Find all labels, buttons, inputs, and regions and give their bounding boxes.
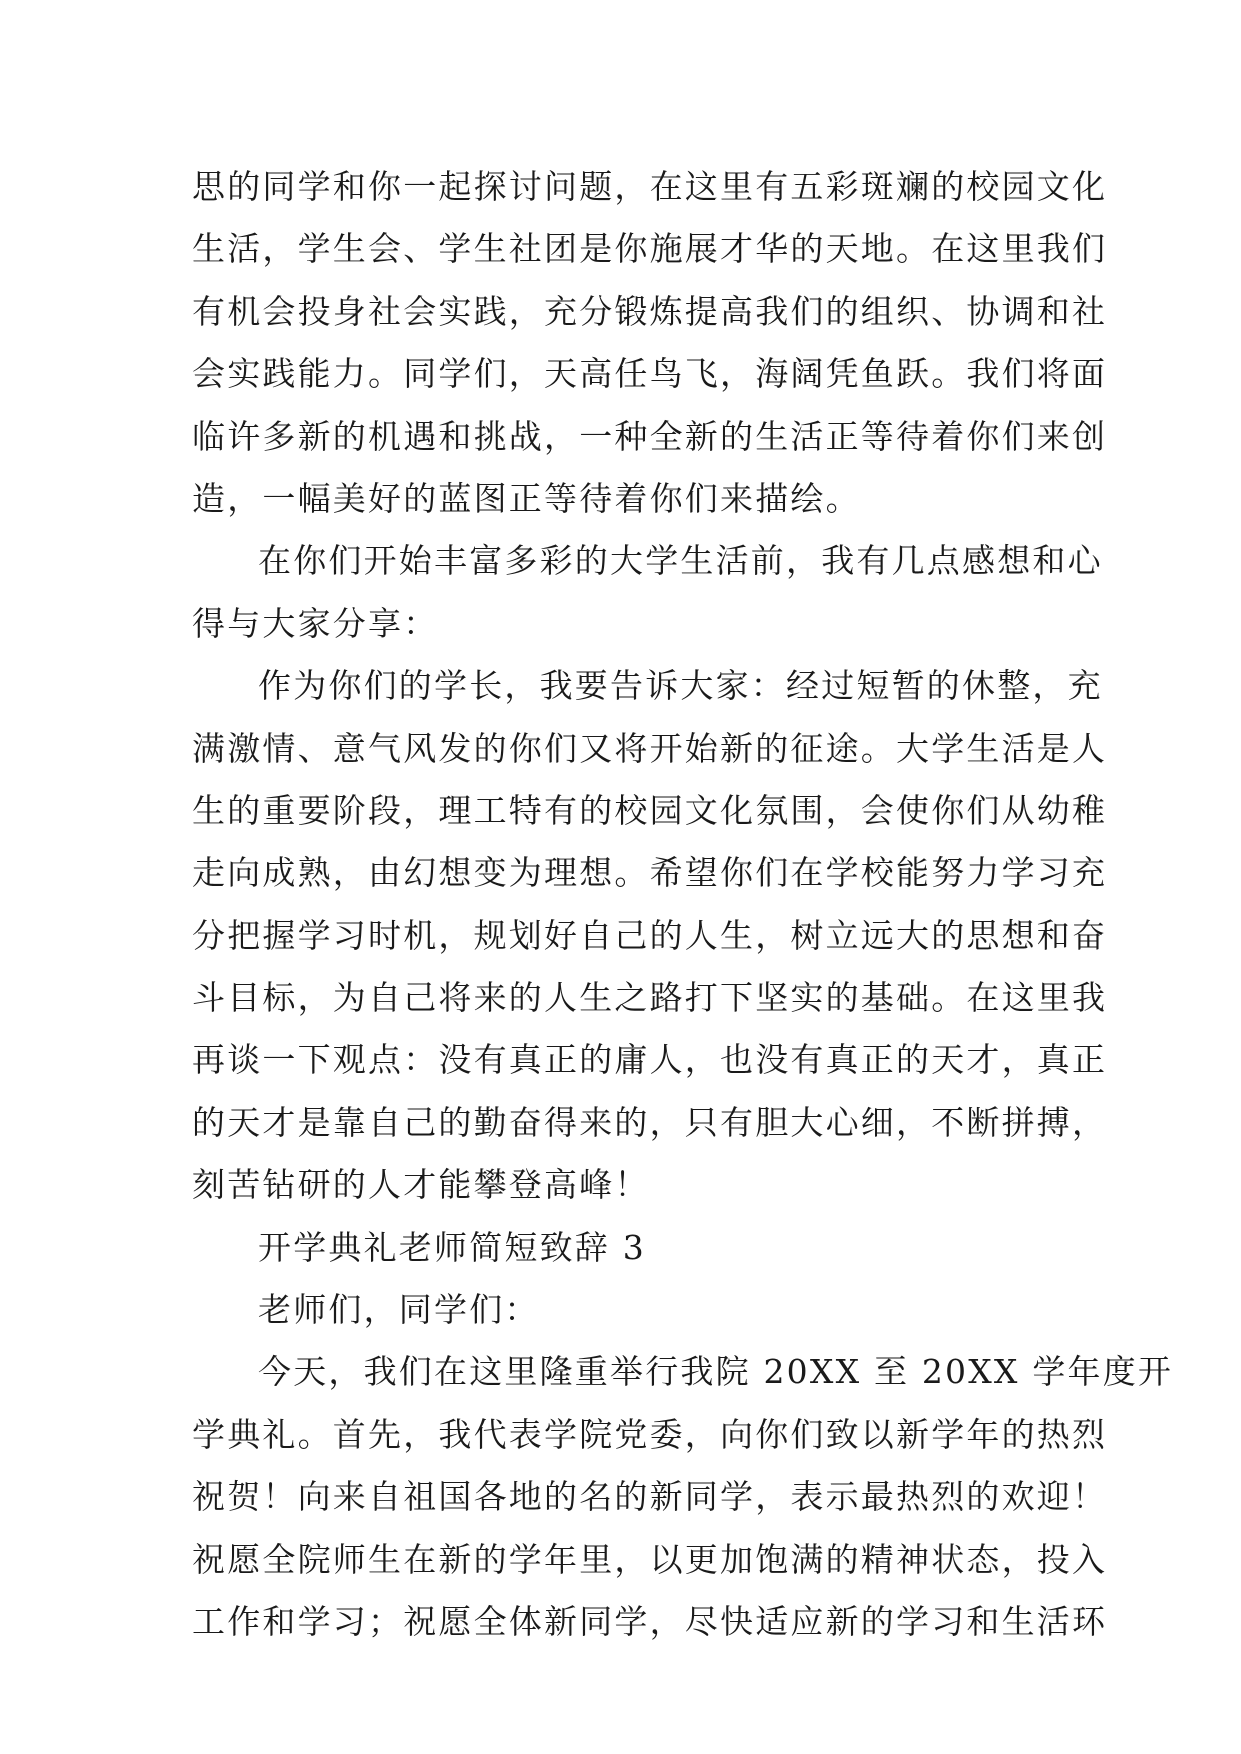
text-line: 造，一幅美好的蓝图正等待着你们来描绘。: [192, 478, 861, 518]
text-line: 学典礼。首先，我代表学院党委，向你们致以新学年的热烈: [192, 1414, 1108, 1454]
text-line: 生的重要阶段，理工特有的校园文化氛围，会使你们从幼稚: [192, 790, 1108, 830]
text-line: 思的同学和你一起探讨问题，在这里有五彩斑斓的校园文化: [192, 167, 1108, 206]
text-line: 工作和学习；祝愿全体新同学，尽快适应新的学习和生活环: [192, 1601, 1108, 1641]
text-line: 今天，我们在这里隆重举行我院 20XX 至 20XX 学年度开: [258, 1352, 1174, 1392]
text-line: 再谈一下观点：没有真正的庸人，也没有真正的天才，真正: [192, 1040, 1108, 1080]
text-line: 祝愿全院师生在新的学年里，以更加饱满的精神状态，投入: [192, 1539, 1108, 1579]
document-body: [192, 156, 1174, 1653]
text-line: 的天才是靠自己的勤奋得来的，只有胆大心细，不断拼搏，: [192, 1102, 1108, 1142]
text-line: 满激情、意气风发的你们又将开始新的征途。大学生活是人: [192, 728, 1108, 768]
text-line: 有机会投身社会实践，充分锻炼提高我们的组织、协调和社: [192, 291, 1108, 331]
text-line: 生活，学生会、学生社团是你施展才华的天地。在这里我们: [192, 229, 1108, 269]
text-line: 祝贺！向来自祖国各地的名的新同学，表示最热烈的欢迎！: [192, 1477, 1108, 1517]
text-line: 作为你们的学长，我要告诉大家：经过短暂的休整，充: [258, 666, 1103, 706]
text-line: 分把握学习时机，规划好自己的人生，树立远大的思想和奋: [192, 915, 1108, 955]
text-line: 得与大家分享：: [192, 603, 439, 643]
text-line: 斗目标，为自己将来的人生之路打下坚实的基础。在这里我: [192, 978, 1108, 1018]
text-line: 开学典礼老师简短致辞 3: [258, 1227, 646, 1267]
text-line: 老师们，同学们：: [258, 1290, 540, 1330]
text-line: 在你们开始丰富多彩的大学生活前，我有几点感想和心: [258, 541, 1103, 581]
text-line: 刻苦钻研的人才能攀登高峰！: [192, 1165, 650, 1205]
text-line: 走向成熟，由幻想变为理想。希望你们在学校能努力学习充: [192, 853, 1108, 893]
text-line: 临许多新的机遇和挑战，一种全新的生活正等待着你们来创: [192, 416, 1108, 456]
text-line: 会实践能力。同学们，天高任鸟飞，海阔凭鱼跃。我们将面: [192, 354, 1108, 394]
